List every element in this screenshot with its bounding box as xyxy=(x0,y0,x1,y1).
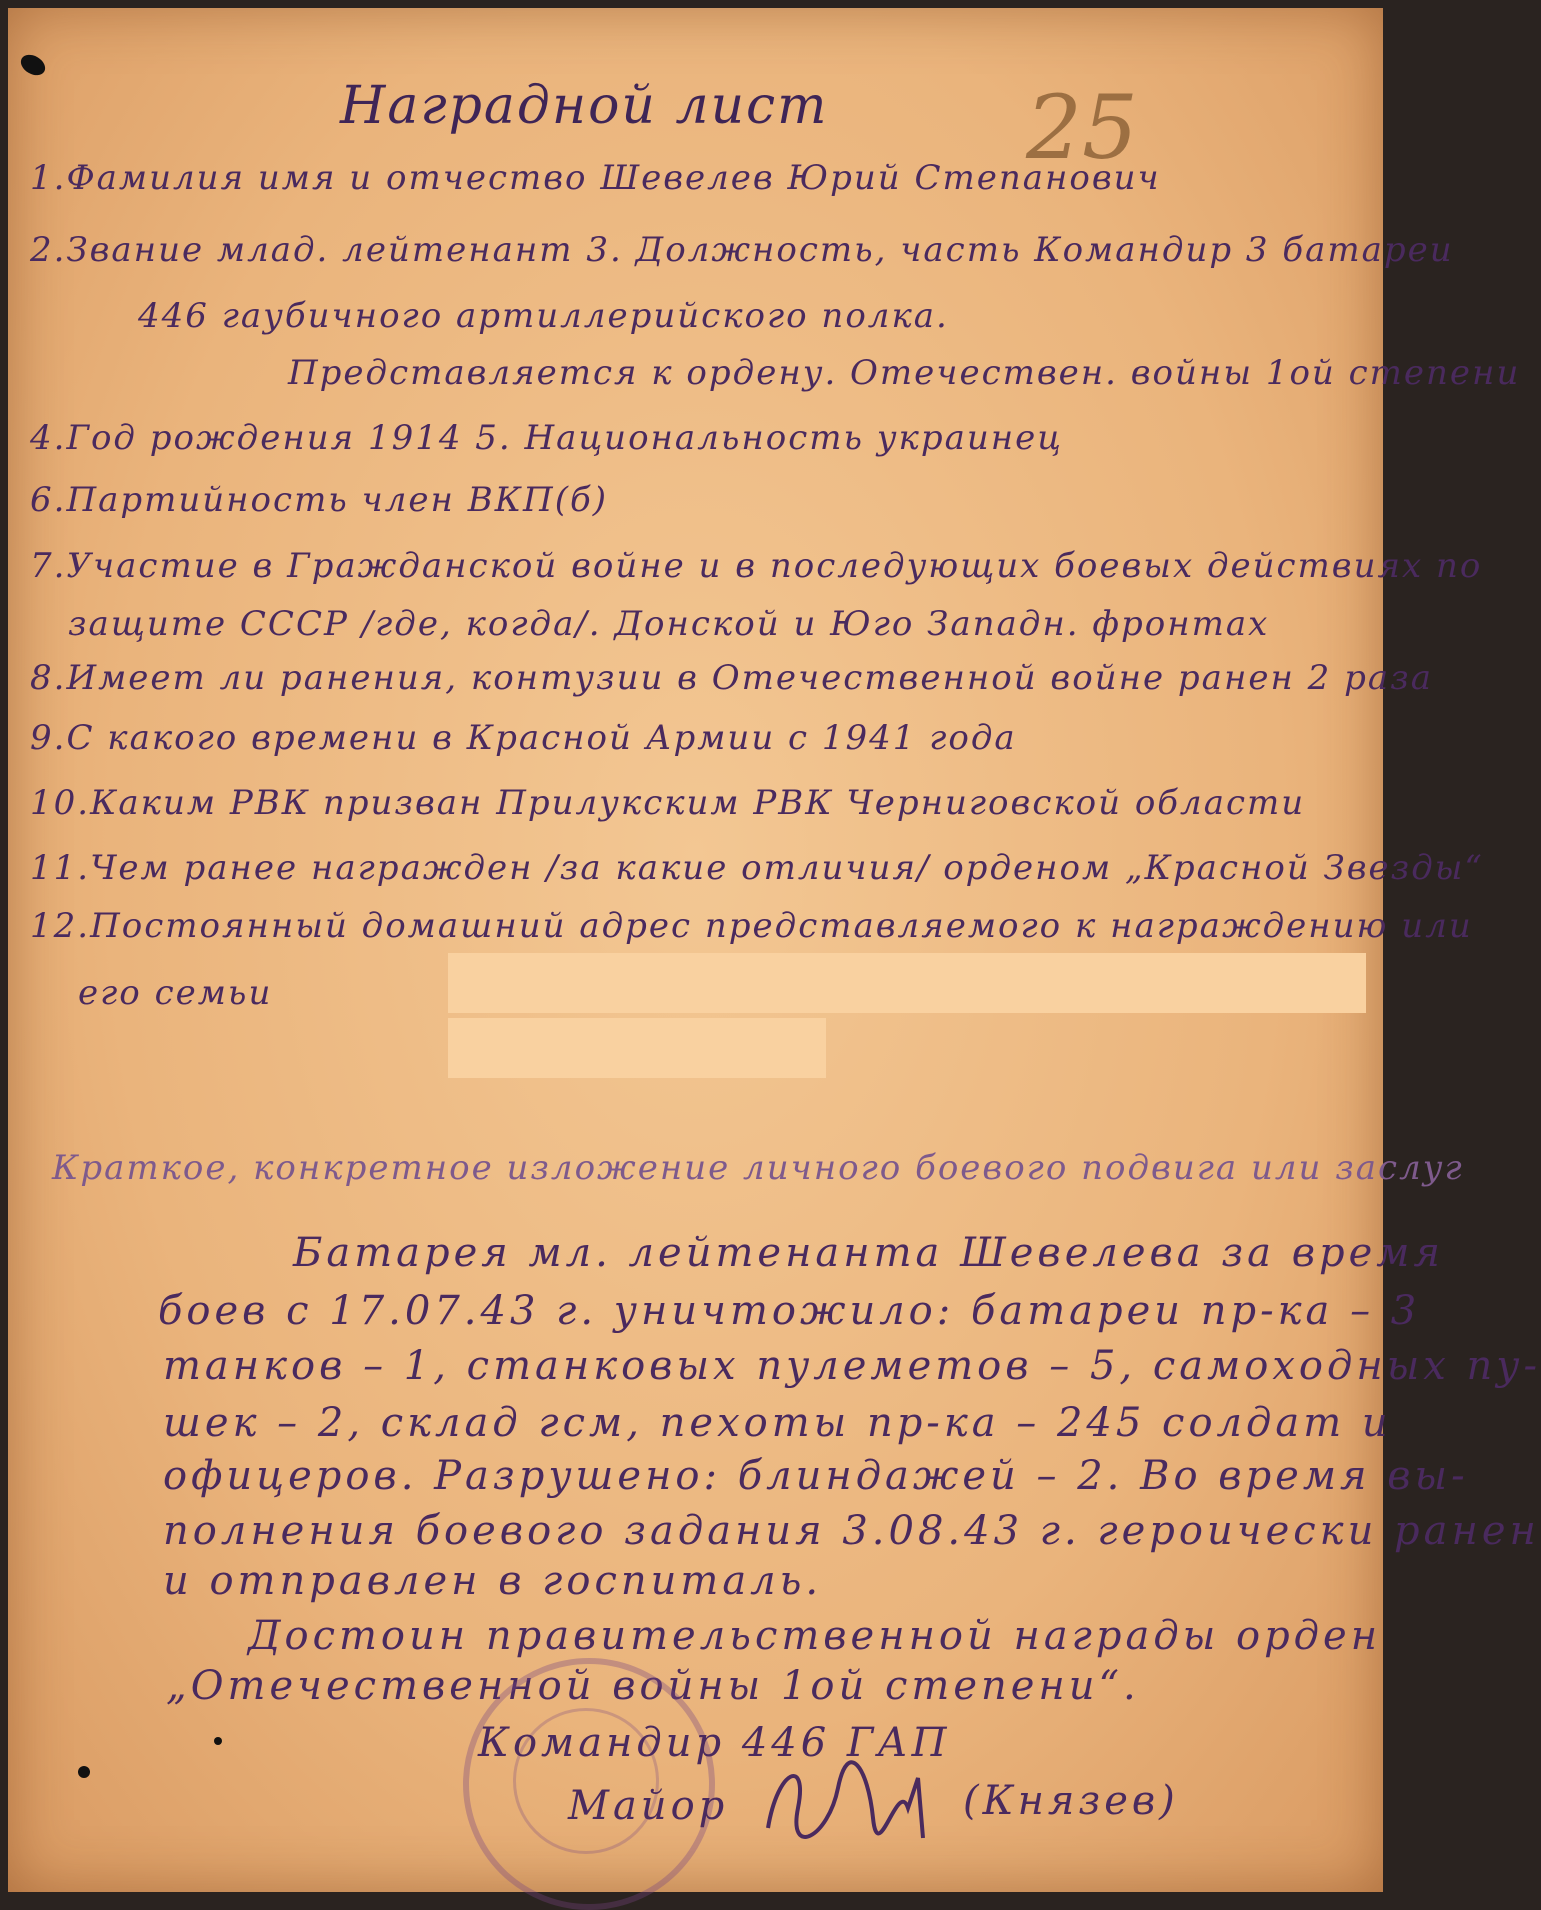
line-family: его семьи xyxy=(78,973,273,1013)
body-line-4: шек – 2, склад гсм, пехоты пр-ка – 245 солдат и xyxy=(163,1400,1392,1446)
document-title: Наградной лист xyxy=(340,76,829,136)
ink-blot xyxy=(17,51,49,80)
line-party: 6.Партийность член ВКП(б) xyxy=(30,480,608,520)
hole-center xyxy=(214,1737,222,1745)
line-fronts: защите СССР /где, когда/. Донской и Юго Западн. фронтах xyxy=(68,604,1270,644)
archive-number: 25 xyxy=(1026,76,1138,179)
body-line-7: и отправлен в госпиталь. xyxy=(163,1558,823,1604)
hole-left xyxy=(78,1766,90,1778)
redacted-address xyxy=(448,953,1366,1013)
line-service-since: 9.С какого времени в Красной Армии с 1941 года xyxy=(30,718,1017,758)
body-line-6: полнения боевого задания 3.08.43 г. героически ранен xyxy=(163,1508,1540,1554)
summary-heading: Краткое, конкретное изложение личного боевого подвига или заслуг xyxy=(52,1148,1464,1188)
redacted-address-2 xyxy=(448,1018,826,1078)
body-line-2: боев с 17.07.43 г. уничтожило: батареи пр-ка – 3 xyxy=(158,1288,1421,1334)
body-line-1: Батарея мл. лейтенанта Шевелева за время xyxy=(293,1230,1444,1276)
body-line-8: Достоин правительственной награды орден xyxy=(248,1613,1382,1659)
signature-rank: Майор xyxy=(568,1783,729,1829)
line-regiment: 446 гаубичного артиллерийского полка. xyxy=(138,296,949,336)
line-civil-war: 7.Участие в Гражданской войне и в последующих боевых действиях по xyxy=(30,546,1483,586)
body-line-5: офицеров. Разрушено: блиндажей – 2. Во время вы- xyxy=(163,1453,1469,1499)
line-rank-position: 2.Звание млад. лейтенант 3. Должность, часть Командир 3 батареи xyxy=(30,230,1454,270)
body-line-3: танков – 1, станковых пулеметов – 5, самоходных пу- xyxy=(163,1343,1541,1389)
handwritten-signature xyxy=(758,1748,958,1858)
line-wounds: 8.Имеет ли ранения, контузии в Отечественной войне ранен 2 раза xyxy=(30,658,1433,698)
signature-role: Командир 446 ГАП xyxy=(478,1720,951,1766)
award-sheet xyxy=(8,8,1541,1892)
line-address: 12.Постоянный домашний адрес представляемого к награждению или xyxy=(30,906,1473,946)
line-name: 1.Фамилия имя и отчество Шевелев Юрий Степанович xyxy=(30,158,1161,198)
body-line-9: „Отечественной войны 1ой степени“. xyxy=(166,1663,1140,1709)
line-conscription: 10.Каким РВК призван Прилукским РВК Черниговской области xyxy=(30,783,1306,823)
signature-name: (Князев) xyxy=(963,1778,1179,1824)
line-nominated-for: Представляется к ордену. Отечествен. войны 1ой степени xyxy=(288,353,1521,393)
line-birth-nationality: 4.Год рождения 1914 5. Национальность украинец xyxy=(30,418,1064,458)
line-previous-awards: 11.Чем ранее награжден /за какие отличия/ орденом „Красной Звезды“ xyxy=(30,848,1484,888)
